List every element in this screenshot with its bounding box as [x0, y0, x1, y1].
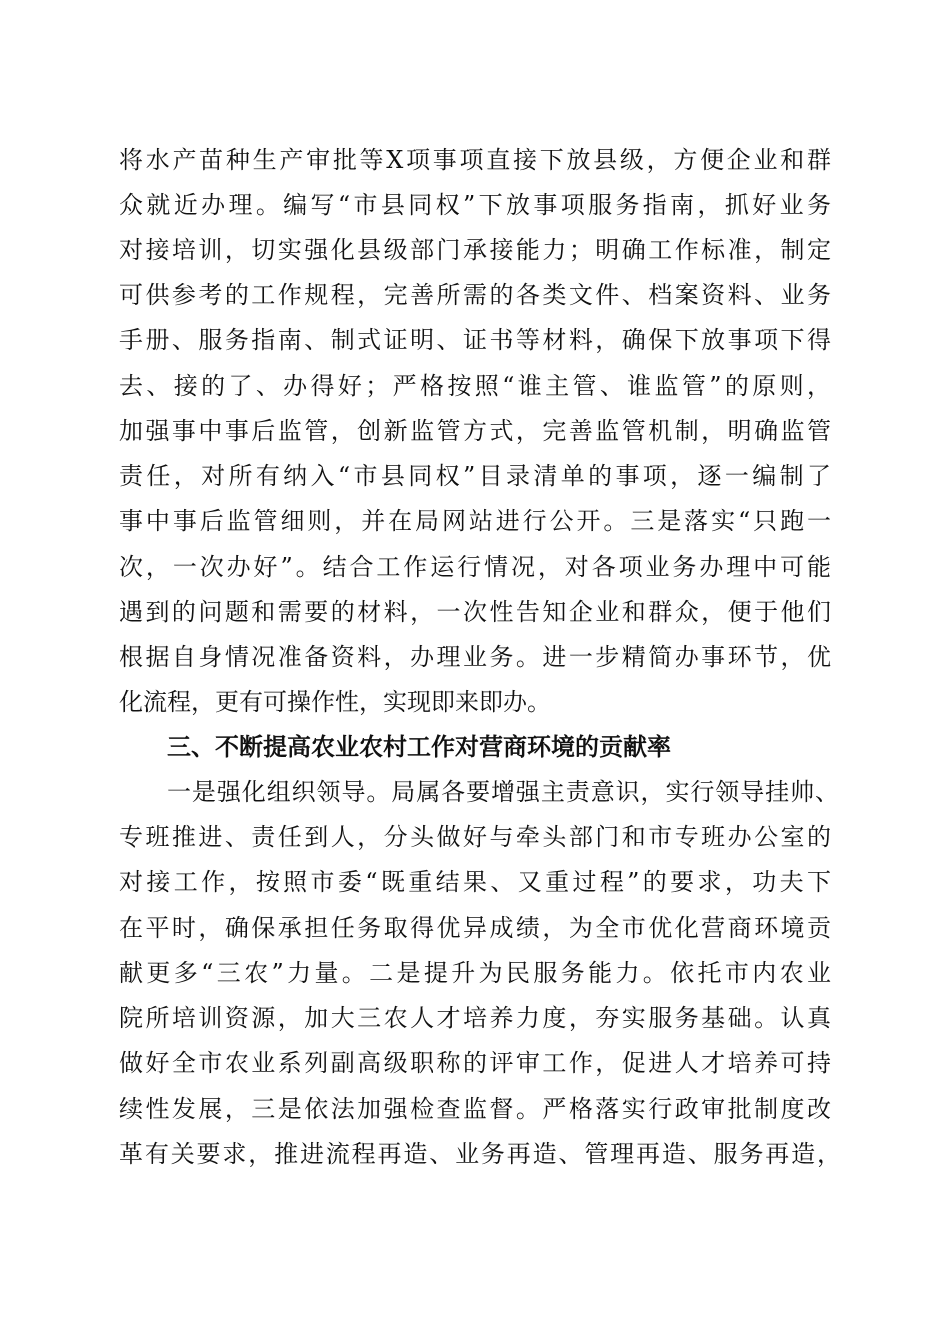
- paragraph-line-last: 化流程，更有可操作性，实现即来即办。: [119, 688, 551, 716]
- paragraph-line: 续性发展，三是依法加强检查监督。严格落实行政审批制度改: [119, 1095, 831, 1123]
- paragraph-line: 手册、服务指南、制式证明、证书等材料，确保下放事项下得: [119, 326, 831, 354]
- section-heading: 三、不断提高农业农村工作对营商环境的贡献率: [167, 733, 671, 761]
- paragraph-line-first: 一是强化组织领导。局属各要增强主责意识，实行领导挂帅、: [167, 778, 839, 806]
- paragraph-line: 对接工作，按照市委“既重结果、又重过程”的要求，功夫下: [119, 868, 831, 896]
- paragraph-line: 做好全市农业系列副高级职称的评审工作，促进人才培养可持: [119, 1049, 831, 1077]
- paragraph-line: 众就近办理。编写“市县同权”下放事项服务指南，抓好业务: [119, 191, 831, 219]
- paragraph-line: 根据自身情况准备资料，办理业务。进一步精简办事环节，优: [119, 643, 831, 671]
- paragraph-line: 对接培训，切实强化县级部门承接能力；明确工作标准，制定: [119, 236, 831, 264]
- paragraph-line: 革有关要求，推进流程再造、业务再造、管理再造、服务再造，: [119, 1140, 841, 1168]
- paragraph-line: 献更多“三农”力量。二是提升为民服务能力。依托市内农业: [119, 959, 831, 987]
- paragraph-line: 次，一次办好”。结合工作运行情况，对各项业务办理中可能: [119, 553, 831, 581]
- paragraph-line: 在平时，确保承担任务取得优异成绩，为全市优化营商环境贡: [119, 914, 831, 942]
- paragraph-line: 责任，对所有纳入“市县同权”目录清单的事项，逐一编制了: [119, 462, 831, 490]
- paragraph-line: 可供参考的工作规程，完善所需的各类文件、档案资料、业务: [119, 281, 831, 309]
- paragraph-line: 事中事后监管细则，并在局网站进行公开。三是落实“只跑一: [119, 507, 831, 535]
- paragraph-line: 院所培训资源，加大三农人才培养力度，夯实服务基础。认真: [119, 1004, 831, 1032]
- paragraph-line: 去、接的了、办得好；严格按照“谁主管、谁监管”的原则，: [119, 372, 831, 400]
- paragraph-line: 将水产苗种生产审批等X项事项直接下放县级，方便企业和群: [119, 146, 831, 174]
- paragraph-line: 专班推进、责任到人，分头做好与牵头部门和市专班办公室的: [119, 823, 831, 851]
- paragraph-line: 遇到的问题和需要的材料，一次性告知企业和群众，便于他们: [119, 598, 831, 626]
- paragraph-line: 加强事中事后监管，创新监管方式，完善监管机制，明确监管: [119, 417, 831, 445]
